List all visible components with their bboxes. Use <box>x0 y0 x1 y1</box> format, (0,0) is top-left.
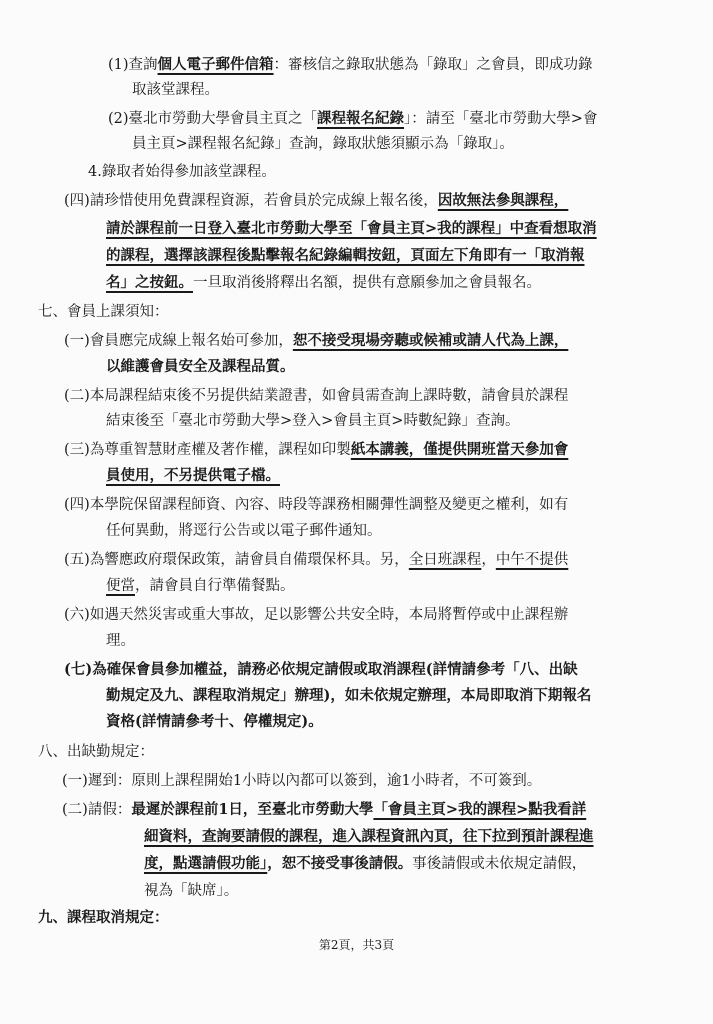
text-line <box>132 129 514 159</box>
text-run: 最遲於課程前1日，至臺北市勞動大學 <box>131 801 374 818</box>
text-run: 4.錄取者始得參加該堂課程。 <box>88 164 276 180</box>
text-run: (二)本局課程結束後不另提供結業證書，如會員需查詢上課時數，請會員於課程 <box>64 388 569 404</box>
text-run: 課程報名紀錄 <box>317 110 405 127</box>
text-run: 全日班課程 <box>408 552 482 568</box>
text-line <box>64 600 568 630</box>
text-run: 「會員主頁>我的課程>點我看詳 <box>373 801 587 818</box>
text-line <box>106 406 519 436</box>
text-run: 請於課程前一日登入臺北市勞動大學至「會員主頁>我的課程」中查看想取消 <box>106 220 597 237</box>
text-run: 八、出缺勤規定： <box>38 744 154 760</box>
text-line <box>106 707 323 737</box>
text-run: 紙本講義，僅提供開班當天參加會 <box>350 441 569 458</box>
text-line <box>144 849 586 879</box>
text-line <box>38 297 169 327</box>
text-line <box>106 461 280 491</box>
text-run: (四)本學院保留課程師資、內容、時段等課務相關彈性調整及變更之權利，如有 <box>64 497 569 513</box>
text-run: 度，點選請假功能」 <box>144 855 268 872</box>
text-run: ， <box>481 552 496 568</box>
text-line <box>62 795 586 825</box>
text-run: 員使用，不另提供電子檔。 <box>106 467 280 484</box>
text-run: (2)臺北市勞動大學會員主頁之「 <box>108 111 318 127</box>
text-run: 因故無法參與課程， <box>437 192 569 209</box>
text-run: 細資料，查詢要請假的課程，進入課程資訊內頁，往下拉到預計課程進 <box>144 828 594 845</box>
text-run: (二)請假： <box>62 802 132 818</box>
text-line <box>106 626 135 656</box>
text-run: 一旦取消後將釋出名額，提供有意願參加之會員報名。 <box>193 275 541 291</box>
text-line <box>106 352 295 382</box>
text-run: 恕不接受現場旁聽或候補或請人代為上課， <box>292 332 569 349</box>
text-run: 以維護會員安全及課程品質。 <box>106 358 295 375</box>
text-line <box>88 157 276 187</box>
text-line <box>106 516 382 546</box>
text-run: 名」之按鈕。 <box>106 274 193 291</box>
text-line <box>106 268 541 298</box>
text-run: 九、課程取消規定： <box>38 909 169 926</box>
text-run: 結束後至「臺北市勞動大學>登入>會員主頁>時數紀錄」查詢。 <box>106 413 520 429</box>
text-run: (五)為響應政府環保政策，請會員自備環保杯具。另， <box>64 552 409 568</box>
text-run: 」：請至「臺北市勞動大學>會 <box>404 111 598 127</box>
text-run: 勤規定及九、課程取消規定」辦理)，如未依規定辦理，本局即取消下期報名 <box>106 687 592 704</box>
text-run: ，請會員自行準備餐點。 <box>135 578 295 594</box>
text-line <box>62 766 541 796</box>
text-run: 資格(詳情請參考十、停權規定)。 <box>106 713 323 730</box>
text-run: 視為「缺席」。 <box>144 883 239 899</box>
text-run: 便當 <box>106 578 135 594</box>
text-run: 任何異動，將逕行公告或以電子郵件通知。 <box>106 523 382 539</box>
text-run: (六)如遇天然災害或重大事故，足以影響公共安全時，本局將暫停或中止課程辦 <box>64 607 569 623</box>
text-line <box>106 214 597 244</box>
text-run: (一)遲到：原則上課程開始1小時以內都可以簽到，逾1小時者，不可簽到。 <box>62 773 542 789</box>
text-run: (四)請珍惜使用免費課程資源，若會員於完成線上報名後， <box>64 193 438 209</box>
text-run: (一)會員應完成線上報名始可參加， <box>64 333 293 349</box>
text-line <box>106 241 585 271</box>
text-run: 取該堂課程。 <box>132 82 219 98</box>
text-run: 七、會員上課須知： <box>38 304 169 320</box>
text-line <box>144 876 238 906</box>
text-run: ：審核信之錄取狀態為「錄取」之會員，即成功錄 <box>273 57 593 73</box>
text-line <box>106 571 295 601</box>
text-run: (1) <box>108 57 129 73</box>
text-line <box>38 737 154 767</box>
text-run: 的課程，選擇該課程後點擊報名紀錄編輯按鈕，頁面左下角即有一「取消報 <box>106 247 585 264</box>
text-run: (三)為尊重智慧財產權及著作權，課程如印製 <box>64 442 351 458</box>
text-run: (七)為確保會員參加權益，請務必依規定請假或取消課程(詳情請參考「八、出缺 <box>64 661 578 678</box>
text-run: 個人電子郵件信箱 <box>157 56 274 73</box>
text-line <box>132 75 219 105</box>
text-line <box>144 822 594 852</box>
text-run: 查詢 <box>128 57 158 73</box>
text-line <box>38 903 169 933</box>
text-run: 理。 <box>106 633 135 649</box>
text-run: 中午不提供 <box>495 552 569 568</box>
text-run: 事後請假或未依規定請假， <box>412 856 587 872</box>
text-line <box>64 186 568 216</box>
text-run: ，恕不接受事後請假。 <box>267 855 413 872</box>
page-footer: 第2頁，共3頁 <box>318 938 395 952</box>
text-run: 員主頁>課程報名紀錄」查詢，錄取狀態須顯示為「錄取」。 <box>132 136 514 152</box>
